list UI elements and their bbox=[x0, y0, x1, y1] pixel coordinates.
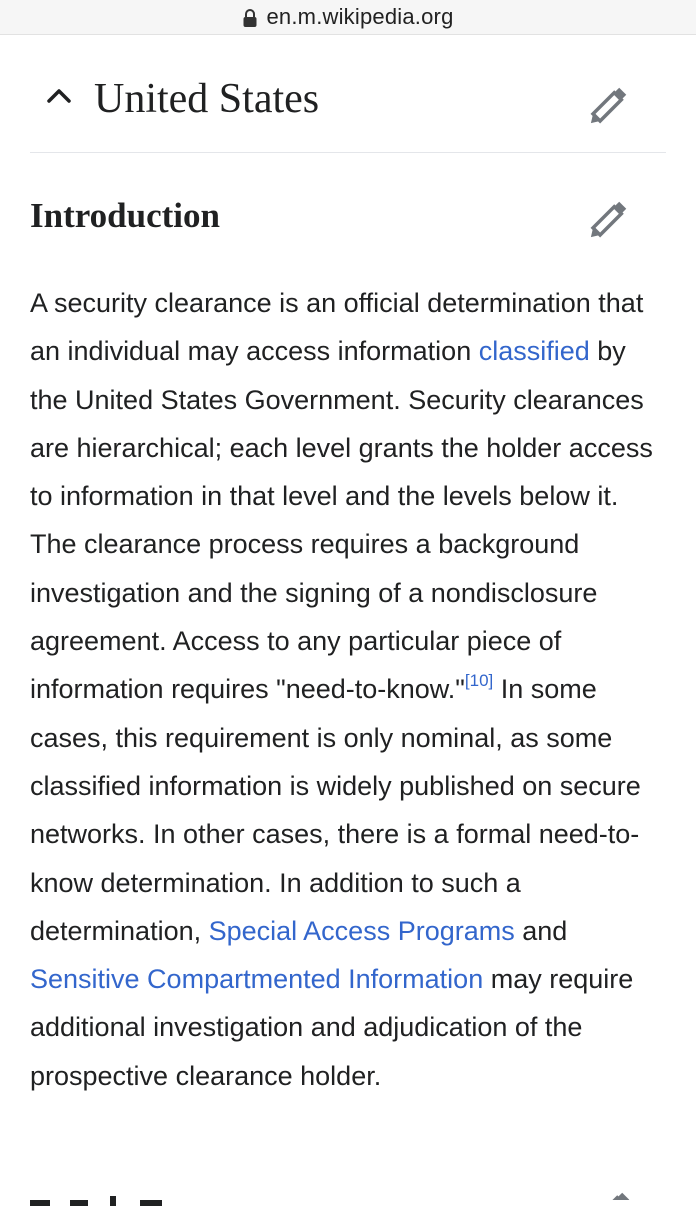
edit-next-section-button[interactable] bbox=[590, 1186, 636, 1200]
chevron-up-icon[interactable] bbox=[46, 86, 72, 104]
section-title: United States bbox=[94, 76, 320, 122]
link-sensitive-compartmented-information[interactable]: Sensitive Compartmented Information bbox=[30, 964, 484, 995]
pencil-icon bbox=[587, 81, 633, 127]
paragraph-text: and bbox=[514, 915, 568, 946]
article-content bbox=[30, 34, 666, 1091]
link-classified[interactable]: classified bbox=[478, 336, 590, 367]
intro-paragraph bbox=[30, 279, 670, 1100]
next-heading-peek bbox=[30, 1182, 230, 1212]
subsection-heading: Introduction bbox=[30, 196, 220, 235]
pencil-icon bbox=[590, 1186, 636, 1200]
link-special-access-programs[interactable]: Special Access Programs bbox=[208, 915, 515, 946]
reference-superscript bbox=[465, 671, 493, 690]
pencil-icon bbox=[587, 195, 633, 241]
paragraph-text: A security clearance is an official determination that an individual may access information bbox=[30, 288, 644, 367]
paragraph-text: may require additional investigation and adjudication of the prospective clearance holder. bbox=[30, 964, 634, 1091]
paragraph-text: In some cases, this requirement is only nominal, as some classified information is widely published on secure networks. In other cases, there is a formal need-to-know determination. In addition to such a determination, bbox=[30, 674, 641, 946]
paragraph-text: by the United States Government. Security clearances are hierarchical; each level grants the holder access to information in that level and the levels below it. The clearance process requires a background investigation and the signing of a nondisclosure agreement. Access to any particular piece of information requires "need-to-know." bbox=[30, 336, 653, 705]
url-bar[interactable] bbox=[0, 0, 696, 35]
edit-section-button[interactable] bbox=[587, 81, 633, 127]
reference-link[interactable]: [10] bbox=[464, 671, 494, 691]
url-text: en.m.wikipedia.org bbox=[266, 4, 454, 29]
section-header[interactable] bbox=[30, 34, 666, 153]
edit-subsection-button[interactable] bbox=[587, 195, 633, 241]
lock-icon bbox=[242, 8, 258, 28]
